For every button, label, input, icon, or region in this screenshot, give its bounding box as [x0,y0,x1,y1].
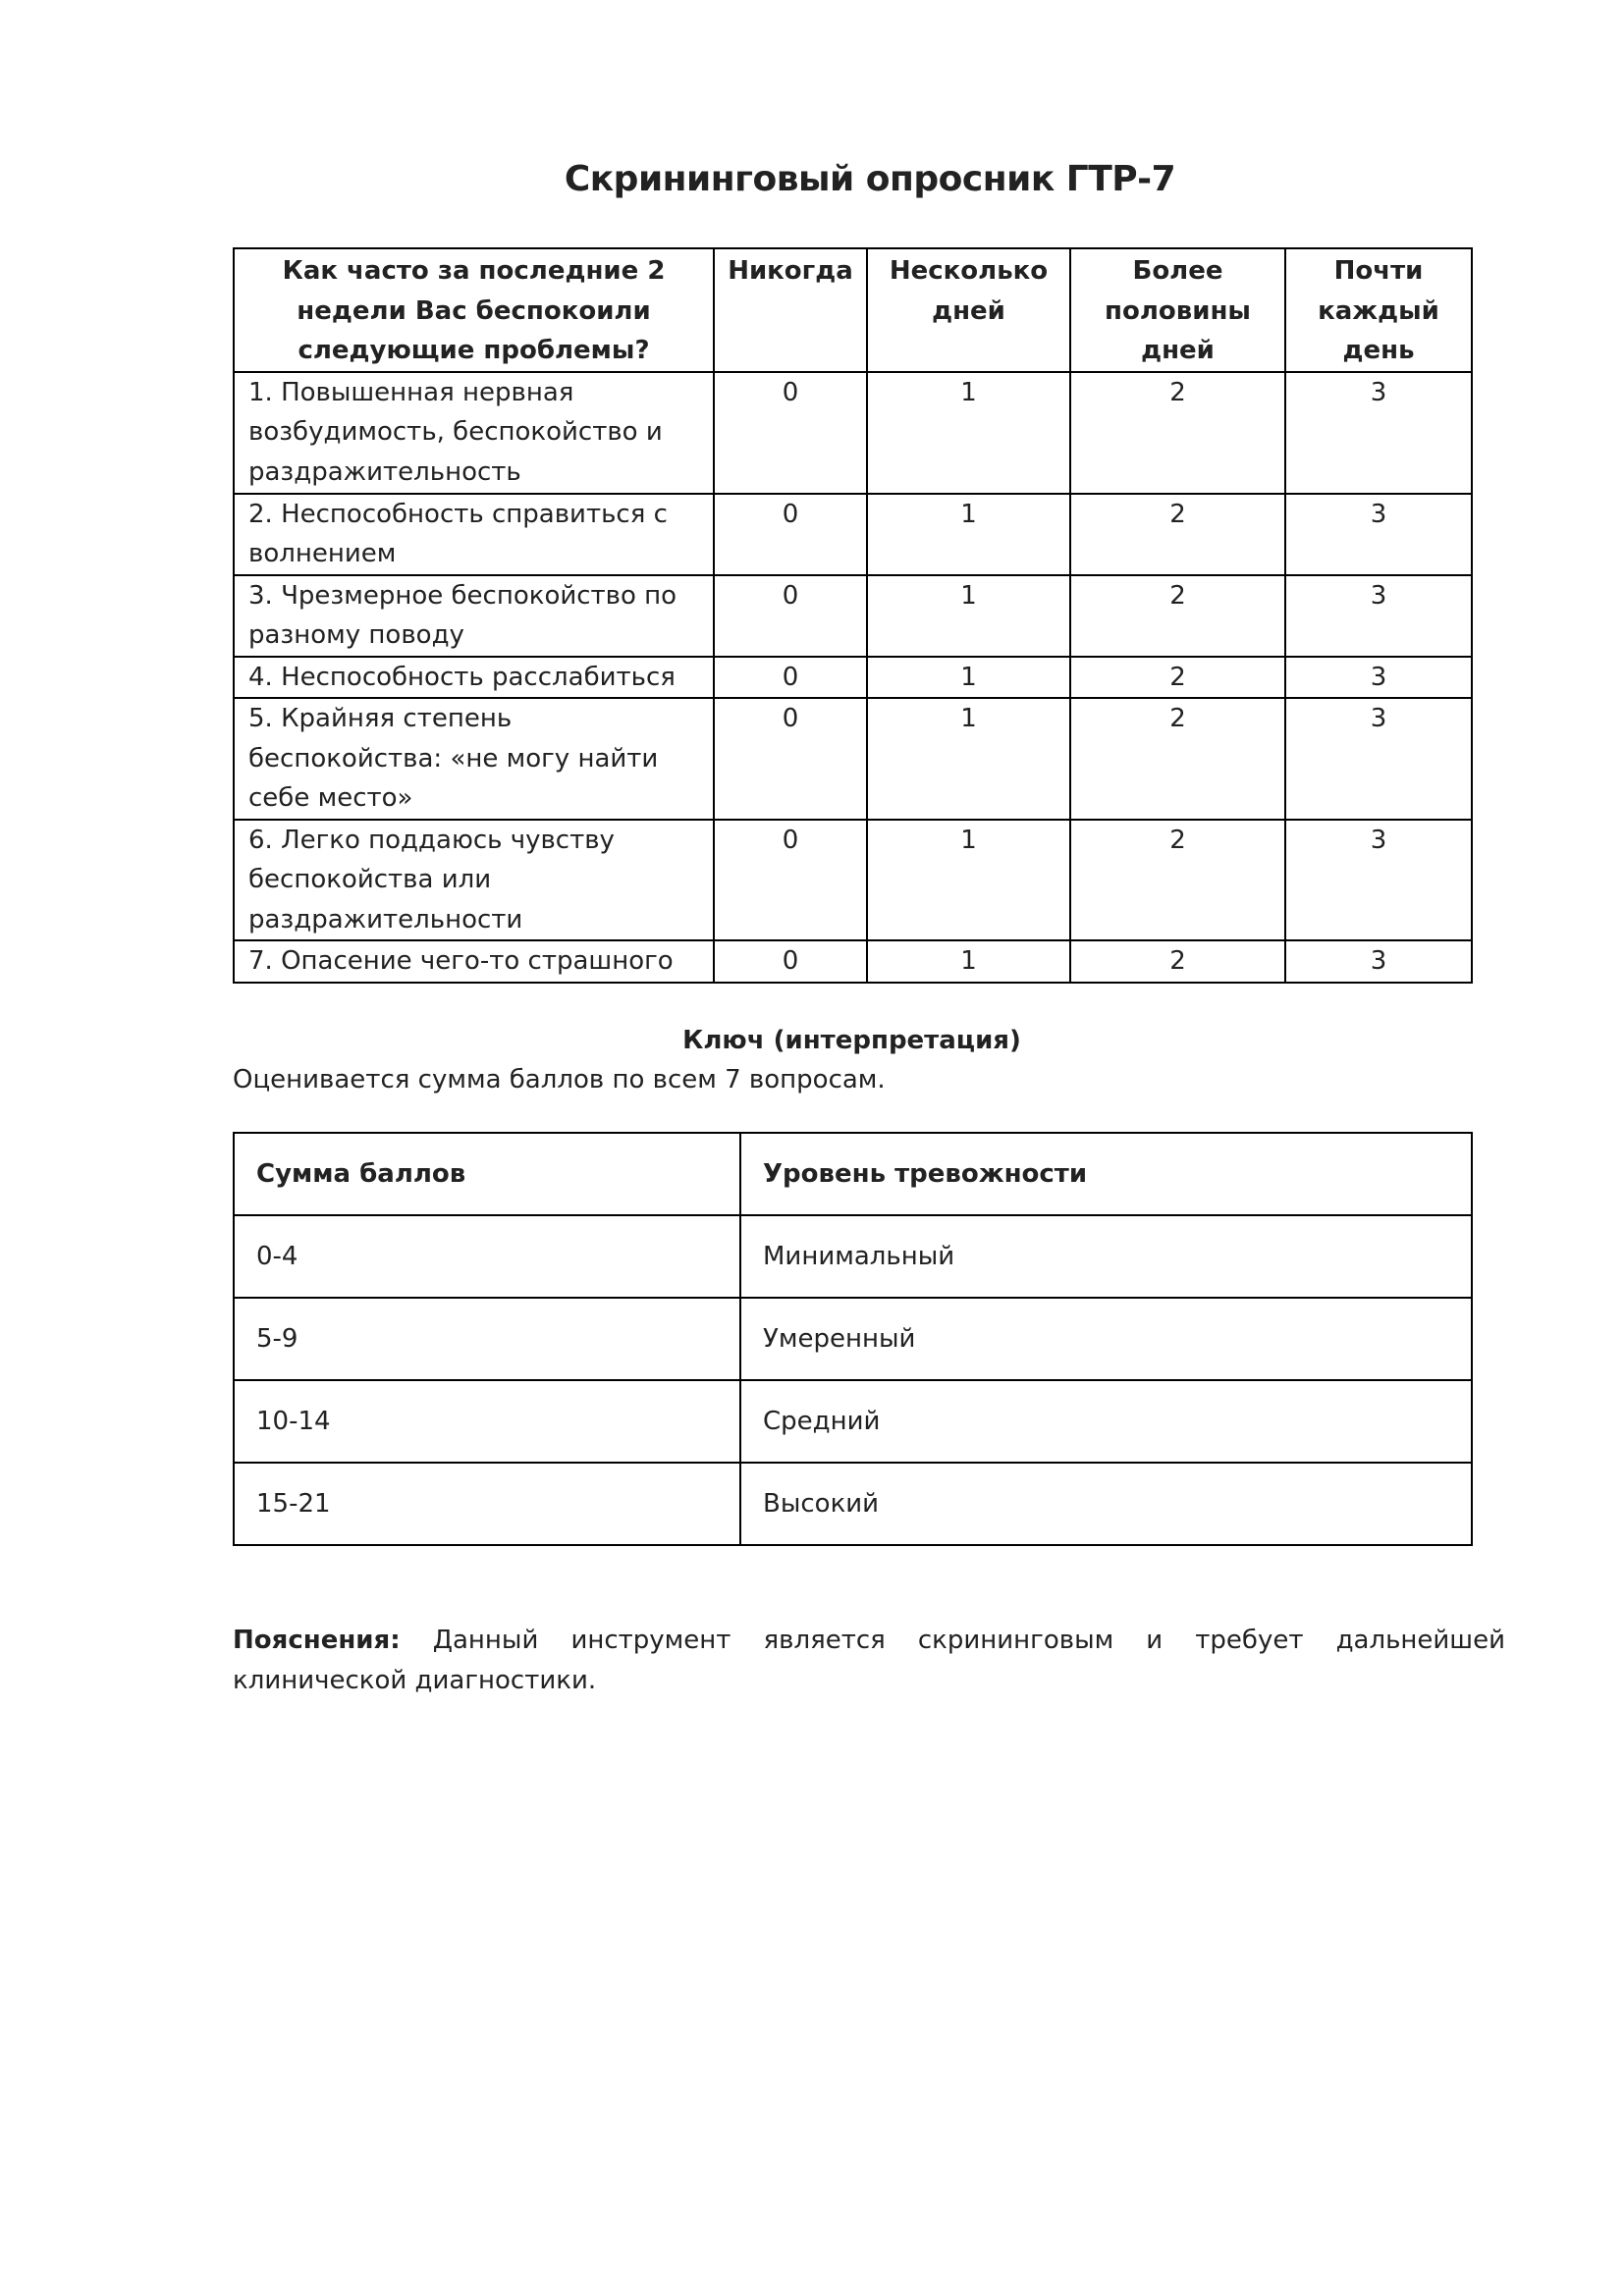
score-cell: 2 [1070,372,1285,494]
table-row [234,1298,1472,1380]
score-cell: 0 [714,940,867,983]
score-cell: 2 [1070,657,1285,699]
question-text: 5. Крайняя степень беспокойства: «не могу найти себе место» [234,698,714,820]
header-anxiety-level: Уровень тревожности [740,1133,1472,1215]
question-text: 3. Чрезмерное беспокойство по разному поводу [234,575,714,657]
table-row [234,940,1472,983]
score-cell: 1 [867,698,1070,820]
score-cell: 2 [1070,698,1285,820]
score-cell: 1 [867,657,1070,699]
table-row [234,820,1472,941]
score-range: 0-4 [234,1215,740,1298]
header-several-days: Несколько дней [867,248,1070,372]
question-text: 4. Неспособность расслабиться [234,657,714,699]
score-cell: 1 [867,820,1070,941]
header-question: Как часто за последние 2 недели Вас беспокоили следующие проблемы? [234,248,714,372]
score-cell: 1 [867,575,1070,657]
questionnaire-table [233,247,1473,984]
score-cell: 3 [1285,575,1472,657]
explanation-text: Данный инструмент является скрининговым и требует дальнейшей клинической диагностики. [233,1626,1505,1695]
table-row [234,575,1472,657]
header-nearly-every-day: Почти каждый день [1285,248,1472,372]
explanation-note [233,1621,1505,1701]
score-cell: 0 [714,657,867,699]
score-range: 10-14 [234,1380,740,1463]
score-cell: 3 [1285,372,1472,494]
score-cell: 0 [714,820,867,941]
table-row [234,698,1472,820]
table-row [234,494,1472,575]
question-text: 7. Опасение чего-то страшного [234,940,714,983]
table-row [234,1463,1472,1545]
score-cell: 0 [714,372,867,494]
anxiety-level: Умеренный [740,1298,1472,1380]
document-title: Скрининговый опросник ГТР-7 [564,159,1176,199]
header-more-than-half: Более половины дней [1070,248,1285,372]
table-row [234,657,1472,699]
anxiety-level: Высокий [740,1463,1472,1545]
question-text: 1. Повышенная нервная возбудимость, беспокойство и раздражительность [234,372,714,494]
score-cell: 3 [1285,657,1472,699]
interpretation-header-row [234,1133,1472,1215]
table-row [234,1380,1472,1463]
key-subtext: Оценивается сумма баллов по всем 7 вопросам. [233,1065,886,1095]
score-cell: 2 [1070,575,1285,657]
score-cell: 2 [1070,940,1285,983]
questionnaire-header-row [234,248,1472,372]
score-cell: 0 [714,698,867,820]
score-cell: 2 [1070,820,1285,941]
question-text: 2. Неспособность справиться с волнением [234,494,714,575]
question-text: 6. Легко поддаюсь чувству беспокойства или раздражительности [234,820,714,941]
score-cell: 3 [1285,494,1472,575]
score-cell: 0 [714,494,867,575]
key-heading: Ключ (интерпретация) [682,1026,1021,1055]
header-never: Никогда [714,248,867,372]
anxiety-level: Средний [740,1380,1472,1463]
table-row [234,1215,1472,1298]
score-range: 5-9 [234,1298,740,1380]
score-cell: 2 [1070,494,1285,575]
header-score-sum: Сумма баллов [234,1133,740,1215]
score-range: 15-21 [234,1463,740,1545]
score-cell: 1 [867,494,1070,575]
interpretation-table [233,1132,1473,1546]
table-row [234,372,1472,494]
explanation-label: Пояснения: [233,1626,401,1655]
anxiety-level: Минимальный [740,1215,1472,1298]
score-cell: 3 [1285,940,1472,983]
score-cell: 0 [714,575,867,657]
score-cell: 1 [867,372,1070,494]
score-cell: 3 [1285,698,1472,820]
score-cell: 1 [867,940,1070,983]
score-cell: 3 [1285,820,1472,941]
